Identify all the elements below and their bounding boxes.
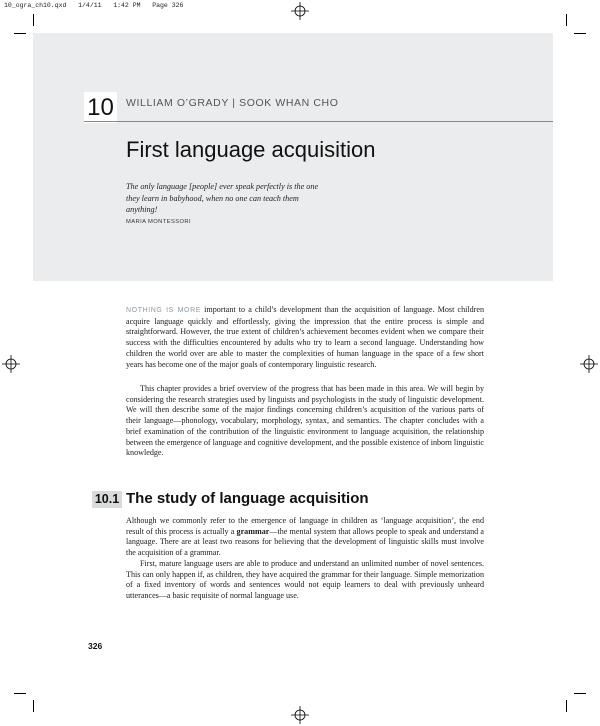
- registration-mark-icon: [291, 2, 309, 20]
- trim-mark: [14, 33, 26, 34]
- paragraph-text: important to a child’s development than the acquisition of language. Most children acquire language quickly and effortlessly, giving the impression that the entire process is simple and straightforward. However, the true extent of children’s achievement becomes evident when we compare their success with the difficulties encountered by adults who try to learn a second language. Understanding how children the world over are able to master the complexities of human language in the space of a few short years has become one of the major goals of contemporary linguistic research.: [126, 305, 484, 369]
- section-paragraph: [126, 516, 484, 559]
- section-title: The study of language acquisition: [126, 490, 369, 507]
- trim-mark: [33, 700, 34, 712]
- intro-paragraph: [126, 305, 484, 370]
- trim-mark: [14, 693, 26, 694]
- section-number: 10.1: [92, 491, 122, 508]
- epigraph-quote: The only language [people] ever speak perfectly is the one they learn in babyhood, when no one can teach them anything!: [126, 182, 319, 214]
- trim-mark: [574, 693, 586, 694]
- trim-mark: [574, 33, 586, 34]
- page-number: 326: [88, 641, 103, 651]
- epigraph-attribution: MARIA MONTESSORI: [126, 219, 192, 225]
- divider: [84, 121, 553, 122]
- section-paragraph: First, mature language users are able to produce and understand an unlimited number of novel sentences. This can only happen if, as children, they have acquired the grammar for their language. Simple memorization of a fixed inventory of words and sentences would not equip learners to deal with previously unheard utterances—a basic requisite of normal language use.: [126, 559, 484, 601]
- key-term: grammar: [236, 526, 270, 536]
- chapter-title: First language acquisition: [126, 137, 376, 162]
- intro-paragraph: This chapter provides a brief overview of the progress that has been made in this area. We will begin by considering the research strategies used by linguists and psychologists in the study of linguistic development. We will then describe some of the major findings concerning children’s acquisition of the various parts of their language—phonology, vocabulary, morphology, syntax, and semantics. The chapter concludes with a brief examination of the contribution of the linguistic environment to language acquisition, the relationship between the emergence of language and cognitive development, and the possible existence of inborn linguistic knowledge.: [126, 384, 484, 458]
- registration-mark-icon: [580, 355, 598, 373]
- trim-mark: [566, 700, 567, 712]
- paragraph-text: —the mental system that allows people to speak and understand a language. There are at least two reasons for believing that the development of linguistic skills must involve the acquisition of a grammar.: [126, 526, 484, 558]
- chapter-authors: WILLIAM O’GRADY | SOOK WHAN CHO: [126, 97, 339, 109]
- trim-mark: [566, 14, 567, 26]
- registration-mark-icon: [2, 355, 20, 373]
- chapter-number: 10: [84, 92, 117, 123]
- registration-mark-icon: [291, 706, 309, 724]
- print-slug: 10_ogra_ch10.qxd 1/4/11 1:42 PM Page 326: [4, 2, 184, 9]
- paragraph-text: Although we commonly refer to the emergence of language in children as ‘language acquisition’, the end result of this process is actually a: [126, 516, 484, 536]
- trim-mark: [33, 14, 34, 26]
- lead-in: NOTHING IS MORE: [126, 307, 202, 314]
